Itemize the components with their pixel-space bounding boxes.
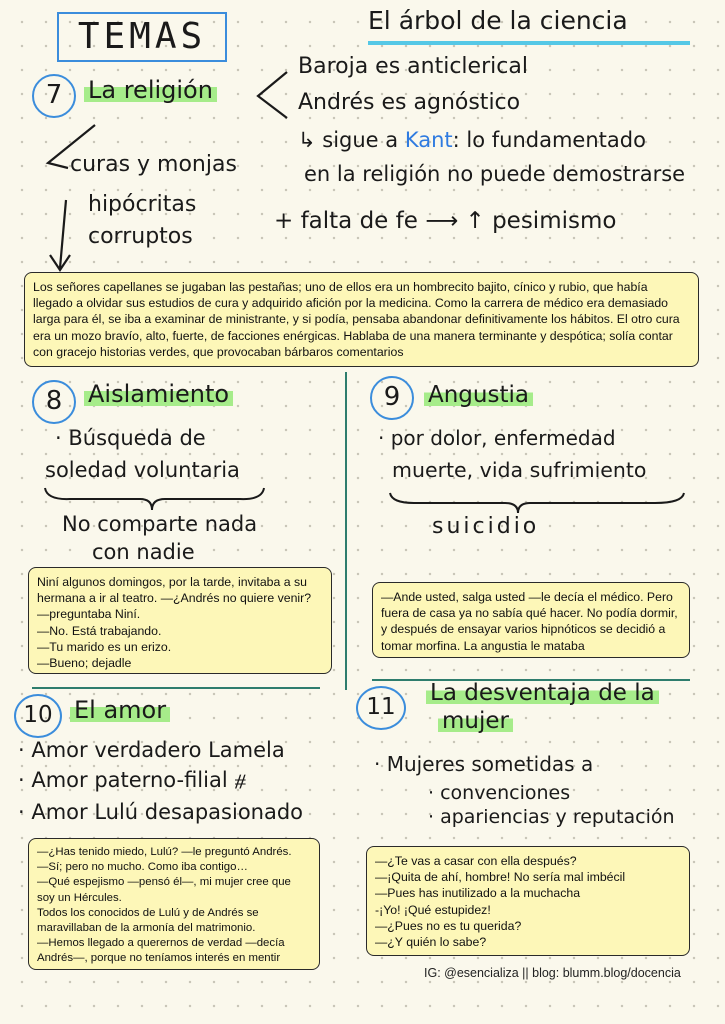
s7-faith: + falta de fe ⟶ ↑ pesimismo <box>274 208 617 234</box>
kant-name: Kant <box>404 128 453 152</box>
section-8-title <box>84 380 233 408</box>
s7-left-3: corruptos <box>88 224 193 249</box>
s9-line3: suicidio <box>432 514 540 539</box>
s10-quote-3: —Qué espejismo —pensó él—, mi mujer cree que soy un Hércules. <box>37 876 291 904</box>
s7-right-1: Baroja es anticlerical <box>298 54 528 79</box>
section-10-title <box>70 696 170 724</box>
s10-item-1: · Amor verdadero Lamela <box>18 738 285 762</box>
s8-quote-1: Niní algunos domingos, por la tarde, invitaba a su hermana a ir al teatro. —¿Andrés no quiere venir? —preguntaba Niní. <box>37 575 312 622</box>
s8-line1: · Búsqueda de <box>55 426 206 450</box>
section-11-title-1 <box>426 680 659 706</box>
s10-quote-1: —¿Has tenido miedo, Lulú? —le preguntó Andrés. <box>37 846 292 858</box>
s7-right-2: Andrés es agnóstico <box>298 90 521 115</box>
kant-suffix: : lo fundamentado <box>452 128 646 152</box>
s11-quote-1: —¿Te vas a casar con ella después? <box>375 854 577 868</box>
s9-line1: · por dolor, enfermedad <box>378 426 616 450</box>
section-10-title-text: El amor <box>70 696 170 724</box>
s11-quote-3: —Pues has inutilizado a la muchacha <box>375 886 581 901</box>
s11-quote-2: —¡Quita de ahí, hombre! No sería mal imbécil <box>375 870 626 885</box>
s11-quote-4: -¡Yo! ¡Qué estupidez! <box>375 902 491 917</box>
section-11-title-text-1: La desventaja de la <box>426 680 659 706</box>
section-9-number: 9 <box>370 376 414 420</box>
section-8-number: 8 <box>32 380 76 424</box>
s8-line4: con nadie <box>92 540 195 564</box>
s11-quote-5: —¿Pues no es tu querida? <box>375 918 522 933</box>
s7-left-1: curas y monjas <box>70 152 237 177</box>
s8-line2: soledad voluntaria <box>45 458 240 482</box>
footer-credit: IG: @esencializa || blog: blumm.blog/docencia <box>424 966 681 980</box>
s8-quote-box <box>28 567 332 674</box>
s10-quote-4: Todos los conocidos de Lulú y de Andrés se maravillaban de la armonía del matrimonio. <box>37 906 259 935</box>
book-title: El árbol de la ciencia <box>368 6 628 35</box>
s7-quote-box <box>24 272 699 367</box>
section-8-title-text: Aislamiento <box>84 380 233 408</box>
s10-quote-box <box>28 838 320 970</box>
section-9-title-text: Angustia <box>424 382 533 408</box>
s10-quote-5: —Hemos llegado a querernos de verdad —decía Andrés—, porque no teníamos interés en mentir <box>37 937 285 965</box>
section-7-title-text: La religión <box>84 76 217 104</box>
section-11-number: 11 <box>356 686 406 730</box>
s10-item-3: · Amor Lulú desapasionado <box>18 800 304 824</box>
section-10-number: 10 <box>14 694 62 738</box>
s11-line1: · Mujeres sometidas a <box>374 752 594 776</box>
s10-quote-2: —Sí; pero no mucho. Como iba contigo… <box>37 861 248 874</box>
s11-line3: · apariencias y reputación <box>428 806 675 828</box>
brace-aislamiento <box>45 488 264 510</box>
s11-line2: · convenciones <box>428 782 571 804</box>
s8-line3: No comparte nada <box>62 512 258 536</box>
section-7-number: 7 <box>32 74 76 118</box>
s8-quote-3: —Tu marido es un erizo. <box>37 639 172 654</box>
s10-item-2: · Amor paterno-filial ⧣ <box>18 768 247 792</box>
s7-left-2: hipócritas <box>88 192 197 217</box>
kant-prefix: ↳ sigue a <box>298 128 405 152</box>
s8-quote-2: —No. Está trabajando. <box>37 623 162 638</box>
s9-line2: muerte, vida sufrimiento <box>392 458 647 482</box>
section-11-title-text-2: mujer <box>438 708 513 734</box>
temas-title: TEMAS <box>57 12 227 62</box>
s11-quote-box <box>366 846 690 956</box>
section-7-title <box>84 76 217 104</box>
s9-quote: —Ande usted, salga usted —le decía el médico. Pero fuera de casa ya no sabía qué hacer. No podía dormir, y después de ensayar varios hipnóticos se decidió a tomar morfina. La angustia le mataba <box>381 590 678 653</box>
s7-quote: Los señores capellanes se jugaban las pestañas; uno de ellos era un hombrecito bajito, cínico y rubio, que había llegado a olvidar sus estudios de cura y adquirido afición por la medicina. Como la carrera de médico era demasiado larga para él, se iba a examinar de ministrante, y si podía, pensaba abandonar definitivamente los hábitos. El otro cura era un mozo bravío, alto, fuerte, de facciones enérgicas. Hablaba de una manera terminante y despótica; solía contar con gracejo historias verdes, que provocaban bárbaros comentarios <box>33 280 680 359</box>
s11-quote-6: —¿Y quién lo sabe? <box>375 935 487 950</box>
arrow-down-icon <box>50 200 70 270</box>
s7-kant-line <box>298 128 646 152</box>
s8-quote-4: —Bueno; dejadle <box>37 656 132 671</box>
s7-kant-line-2: en la religión no puede demostrarse <box>304 162 686 186</box>
section-9-title <box>424 382 533 408</box>
section-11-title-2 <box>438 708 513 734</box>
s9-quote-box <box>372 582 690 658</box>
brace-angustia <box>390 493 684 513</box>
brace-religion-right <box>258 72 287 118</box>
